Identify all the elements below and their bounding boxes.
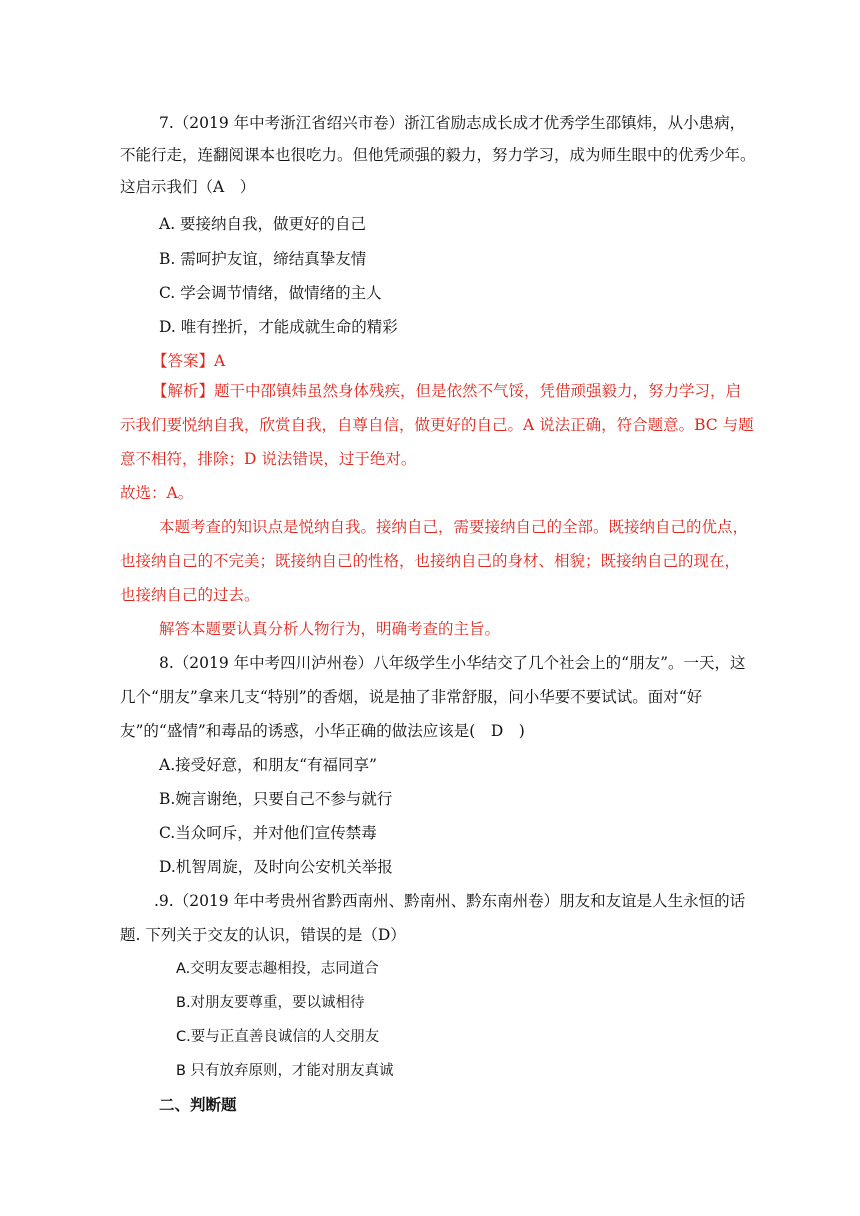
q7-stem-line-3: 这启示我们（A ） [120, 178, 256, 196]
q7-knowledge-line-1: 本题考查的知识点是悦纳自我。接纳自己，需要接纳自己的全部。既接纳自己的优点， [159, 518, 749, 536]
q9-stem-line-1: .9.（2019 年中考贵州省黔西南州、黔南州、黔东南州卷）朋友和友谊是人生永恒的话 [154, 892, 746, 910]
q7-option-a: A. 要接纳自我，做更好的自己 [159, 215, 367, 233]
q9-stem-line-2: 题. 下列关于交友的认识，错误的是（D） [120, 926, 406, 944]
q8-option-a: A.接受好意，和朋友“有福同享” [159, 756, 377, 774]
q7-option-d: D. 唯有挫折，才能成就生命的精彩 [159, 318, 398, 336]
q7-answer: 【答案】A [152, 352, 226, 370]
q9-option-b: B.对朋友要尊重，要以诚相待 [176, 995, 365, 1011]
q9-option-c: C.要与正直善良诚信的人交朋友 [176, 1029, 380, 1045]
q7-knowledge-line-2: 也接纳自己的不完美；既接纳自己的性格，也接纳自己的身材、相貌；既接纳自己的现在， [120, 552, 741, 570]
q9-option-a: A.交明友要志趣相投，志同道合 [176, 961, 379, 977]
q7-method: 解答本题要认真分析人物行为，明确考查的主旨。 [159, 620, 501, 638]
q7-analysis-line-1: 【解析】题干中邵镇炜虽然身体残疾，但是依然不气馁，凭借顽强毅力，努力学习，启 [152, 382, 742, 400]
q8-stem-line-1: 8.（2019 年中考四川泸州卷）八年级学生小华结交了几个社会上的“朋友”。一天，这 [159, 654, 746, 672]
q8-option-c: C.当众呵斥，并对他们宣传禁毒 [159, 824, 377, 842]
q8-option-d: D.机智周旋，及时向公安机关举报 [159, 858, 393, 876]
q9-option-d: B 只有放弃原则，才能对朋友真诚 [176, 1063, 394, 1079]
q7-analysis-line-2: 示我们要悦纳自我，欣赏自我，自尊自信，做更好的自己。A 说法正确，符合题意。BC 与题 [120, 416, 754, 434]
section-heading: 二、判断题 [159, 1095, 237, 1114]
q7-stem-line-1: 7.（2019 年中考浙江省绍兴市卷）浙江省励志成长成才优秀学生邵镇炜，从小患病， [159, 114, 746, 132]
q7-option-c: C. 学会调节情绪，做情绪的主人 [159, 284, 382, 302]
q8-stem-line-2: 几个“朋友”拿来几支“特别”的香烟，说是抽了非常舒服，问小华要不要试试。面对“好 [120, 688, 703, 706]
q7-option-b: B. 需呵护友谊，缔结真挚友情 [159, 250, 367, 268]
q7-analysis-line-3: 意不相符，排除；D 说法错误，过于绝对。 [120, 450, 417, 468]
q8-stem-line-3: 友”的“盛情”和毒品的诱惑，小华正确的做法应该是( D ) [120, 722, 525, 740]
q8-option-b: B.婉言谢绝，只要自己不参与就行 [159, 790, 393, 808]
q7-choose: 故选：A。 [120, 484, 194, 502]
q7-stem-line-2: 不能行走，连翻阅课本也很吃力。但他凭顽强的毅力，努力学习，成为师生眼中的优秀少年。 [120, 146, 756, 164]
q7-knowledge-line-3: 也接纳自己的过去。 [120, 586, 260, 604]
